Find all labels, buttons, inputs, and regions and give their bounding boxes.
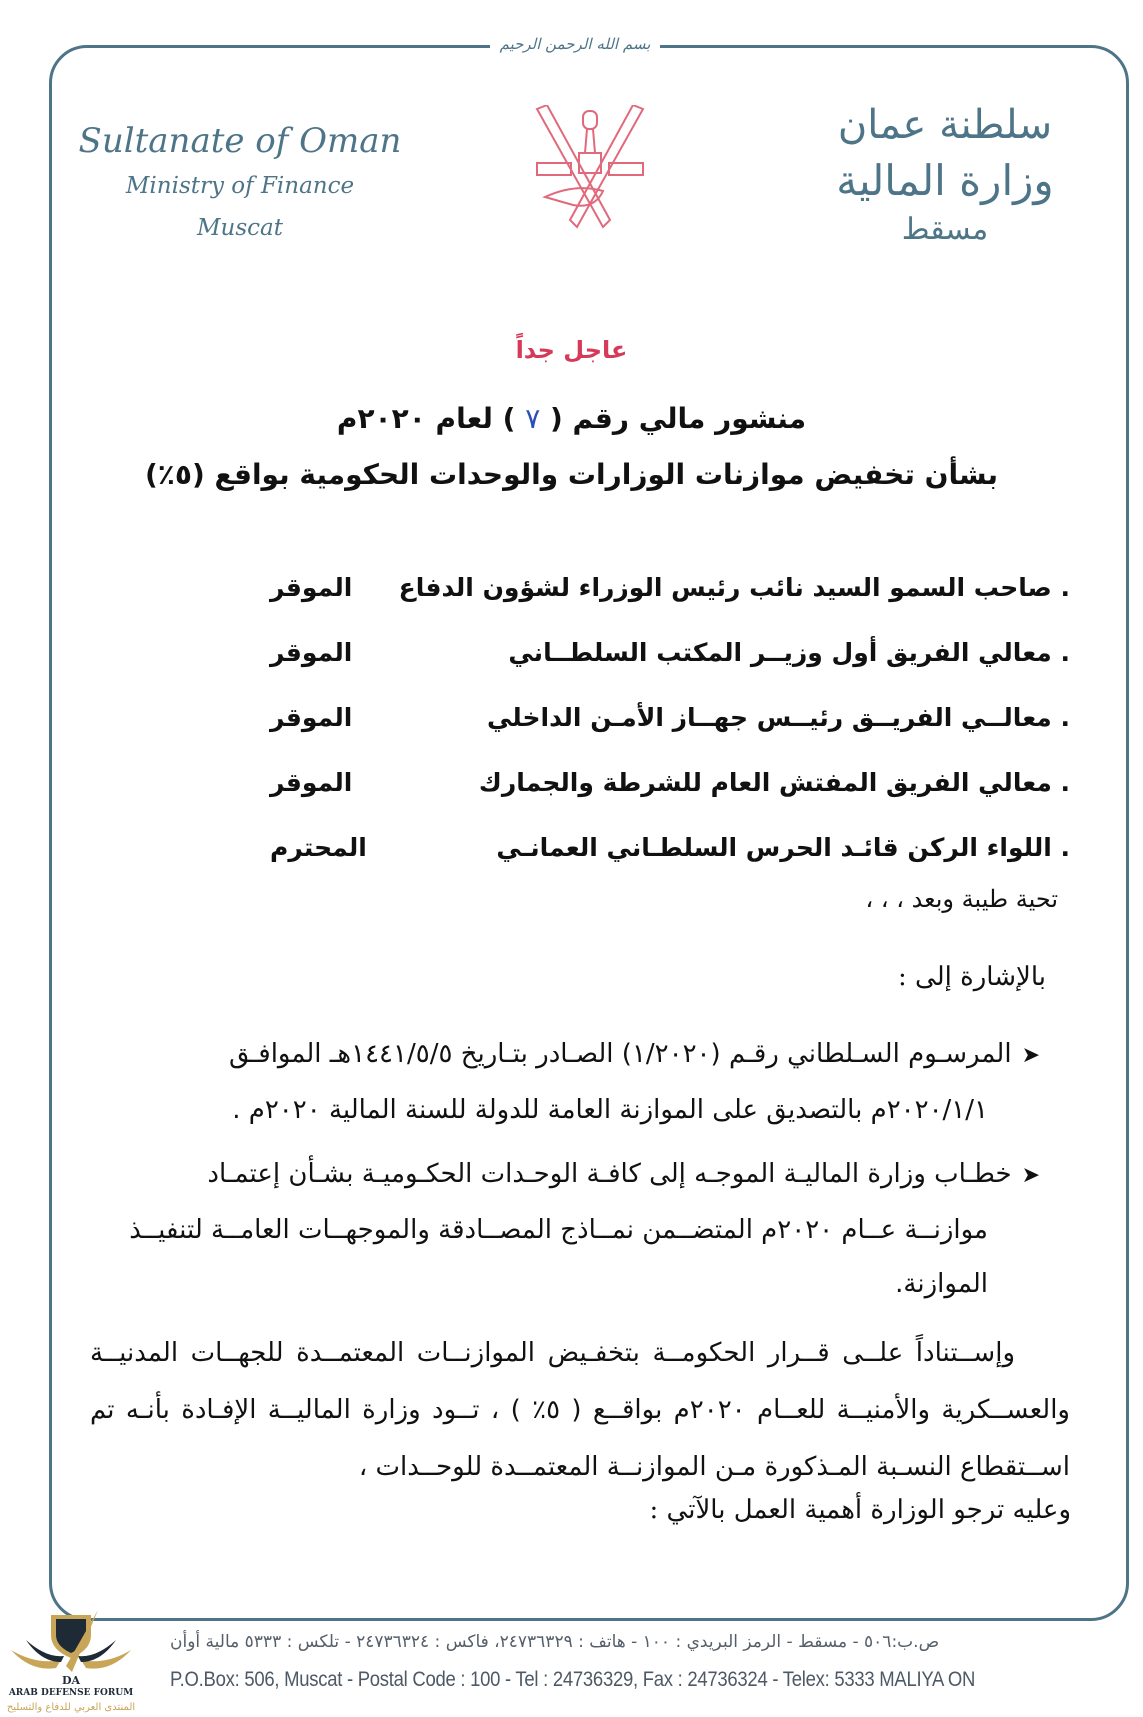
- watermark-logo: [6, 1610, 136, 1715]
- recipient-row: [270, 685, 1070, 750]
- body-paragraph: [90, 1325, 1070, 1496]
- bismillah-calligraphy: بسم الله الرحمن الرحيم: [490, 30, 660, 58]
- body-text: وإســتناداً علــى قــرار الحكومــة بتخفـيض الموازنــات المعتمــدة للجهــات المدنيــة والعســكرية والأمنيــة للعــام ٢٠٢٠م بواقــع ( ٥٪ ) ، تــود وزارة الماليــة الإفـادة بأنـه تم اســتقطاع النسـبة المـذكورة مـن الموازنــة المعتمــدة للوحــدات ،: [90, 1338, 1070, 1482]
- reference-line: ٢٠٢٠/١/١م بالتصديق على الموازنة العامة للدولة للسنة المالية ٢٠٢٠م .: [232, 1095, 988, 1125]
- city-name-en: Muscat: [196, 215, 283, 241]
- reference-line: المرسـوم السـلطاني رقـم (١/٢٠٢٠) الصـادر بتـاريخ ١٤٤١/٥/٥هـ الموافـق: [228, 1039, 1012, 1069]
- recipient-name: . معالــي الفريــق رئيــس جهــاز الأمـن الداخلي: [487, 703, 1070, 732]
- reference-item: [90, 1147, 1040, 1311]
- title-suffix: ) لعام ٢٠٢٠م: [336, 402, 516, 435]
- reference-item: [90, 1027, 1040, 1137]
- watermark-name-en: ARAB DEFENSE FORUM: [8, 1688, 134, 1698]
- recipient-name: . معالي الفريق أول وزيــر المكتب السلطــاني: [508, 638, 1070, 667]
- arabic-letterhead: [780, 98, 1110, 250]
- recipient-honorific: المحترم: [270, 833, 367, 862]
- footer-address-ar: ص.ب:٥٠٦ - مسقط - الرمز البريدي : ١٠٠ - هاتف : ٢٤٧٣٦٣٢٩، فاكس : ٢٤٧٣٦٣٢٤ - تلكس : ٥٣٣٣ مالية أوأن: [170, 1632, 940, 1652]
- watermark-name-ar: المنتدى العربي للدفاع والتسليح: [6, 1702, 136, 1713]
- oman-emblem-icon: [525, 105, 655, 230]
- recipient-honorific: الموقر: [270, 573, 353, 602]
- title-prefix: منشور مالي رقم (: [550, 402, 807, 435]
- closing-line: وعليه ترجو الوزارة أهمية العمل بالآتي :: [649, 1495, 1071, 1525]
- recipient-honorific: الموقر: [270, 768, 353, 797]
- reference-line: موازنــة عــام ٢٠٢٠م المتضــمن نمــاذج المصــادقة والموجهــات العامــة لتنفيــذ: [129, 1215, 988, 1245]
- greeting: تحية طيبة وبعد ، ، ،: [865, 885, 1058, 913]
- arrowhead-bullet-icon: ➤: [1021, 1163, 1040, 1188]
- urgency-label: عاجل جداً: [515, 336, 628, 364]
- arab-defense-forum-logo-icon: [6, 1610, 136, 1690]
- ministry-name-ar: وزارة المالية: [836, 156, 1054, 205]
- circular-number: ٧: [525, 402, 541, 435]
- recipient-name: . اللواء الركن قائـد الحرس السلطـاني العمانـي: [496, 833, 1070, 862]
- recipient-name: . معالي الفريق المفتش العام للشرطة والجمارك: [478, 768, 1070, 797]
- recipient-row: [270, 815, 1070, 880]
- reference-line: خطـاب وزارة الماليـة الموجـه إلى كافـة الوحـدات الحكـوميـة بشـأن إعتمـاد: [207, 1159, 1012, 1189]
- recipient-row: [270, 750, 1070, 815]
- recipients-list: [270, 555, 1070, 880]
- reference-line: الموازنة.: [895, 1269, 988, 1299]
- country-name-en: Sultanate of Oman: [78, 121, 402, 161]
- english-letterhead: [60, 118, 420, 248]
- recipient-honorific: الموقر: [270, 638, 353, 667]
- recipient-honorific: الموقر: [270, 703, 353, 732]
- footer-address-en: P.O.Box: 506, Muscat - Postal Code : 100 - Tel : 24736329, Fax : 24736324 - Telex: 5333 MALIYA ON: [170, 1668, 976, 1691]
- reference-intro: بالإشارة إلى :: [898, 962, 1046, 992]
- country-name-ar: سلطنة عمان: [837, 102, 1053, 148]
- circular-subject: بشأن تخفيض موازنات الوزارات والوحدات الحكومية بواقع (٥٪): [144, 458, 999, 491]
- city-name-ar: مسقط: [901, 212, 989, 247]
- ministry-name-en: Ministry of Finance: [125, 173, 355, 199]
- circular-title: [0, 402, 1143, 435]
- recipient-name: . صاحب السمو السيد نائب رئيس الوزراء لشؤون الدفاع: [398, 573, 1070, 602]
- recipient-row: [270, 620, 1070, 685]
- recipient-row: [270, 555, 1070, 620]
- watermark-monogram: DA: [61, 1674, 81, 1687]
- arrowhead-bullet-icon: ➤: [1021, 1043, 1040, 1068]
